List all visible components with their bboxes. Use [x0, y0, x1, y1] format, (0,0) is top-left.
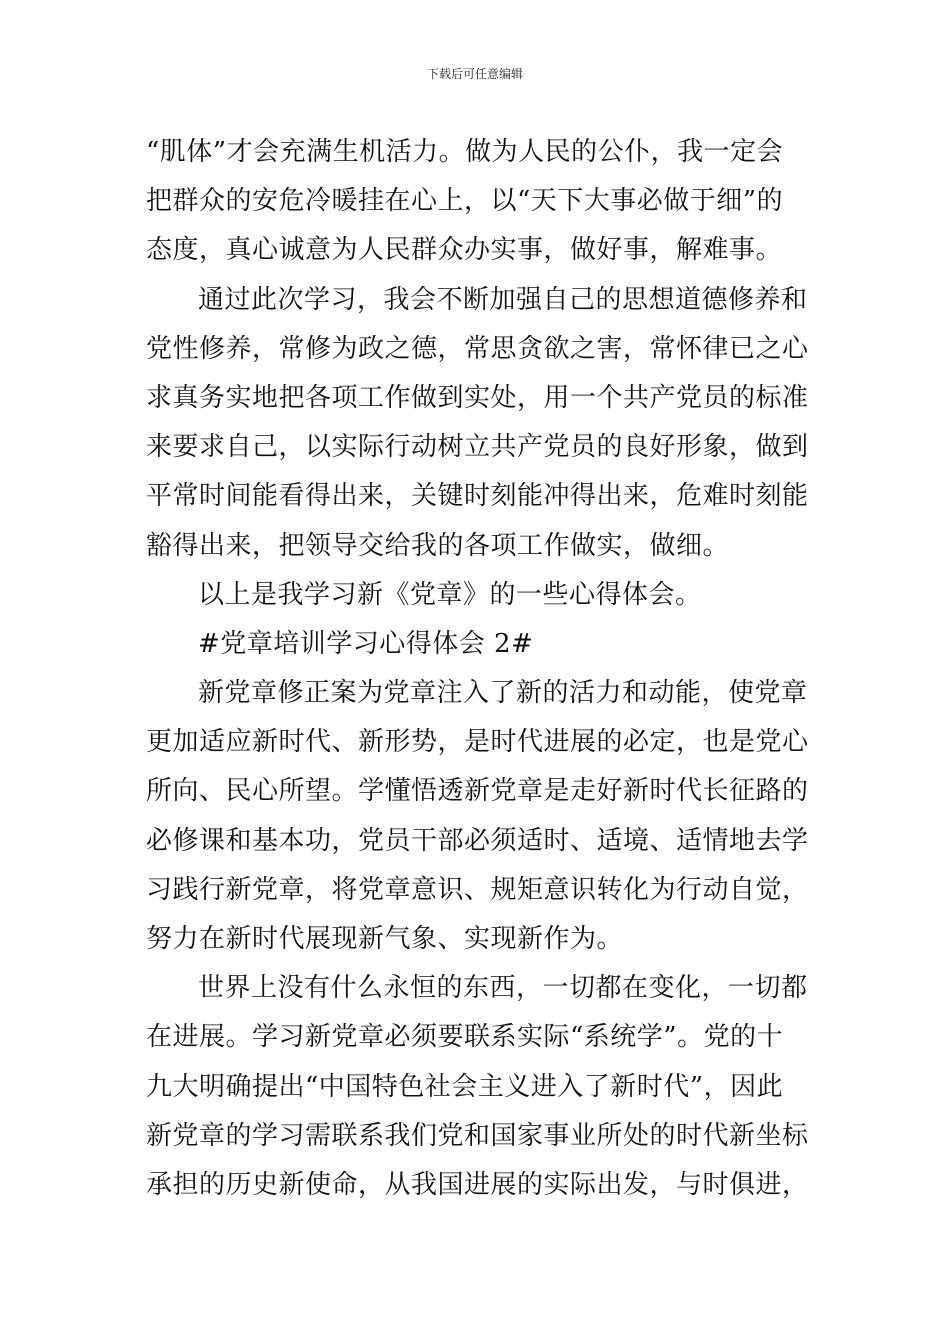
text-line: 求真务实地把各项工作做到实处，用一个共产党员的标准 [146, 382, 809, 413]
text-line: 党性修养，常修为政之德，常思贪欲之害，常怀律已之心 [146, 333, 809, 364]
text-line: 新党章的学习需联系我们党和国家事业所处的时代新坐标 [146, 1120, 809, 1151]
paragraph-start-line: 新党章修正案为党章注入了新的活力和动能，使党章 [198, 678, 808, 709]
document-body [146, 128, 809, 1210]
text-line: 把群众的安危冷暖挂在心上，以“天下大事必做于细”的 [146, 186, 784, 217]
text-line: 九大明确提出“中国特色社会主义进入了新时代”，因此 [146, 1071, 784, 1102]
section-heading: #党章培训学习心得体会 2# [198, 628, 534, 659]
text-line: 更加适应新时代、新形势，是时代进展的必定，也是党心 [146, 727, 809, 758]
text-line: 豁得出来，把领导交给我的各项工作做实，做细。 [146, 530, 730, 561]
page-header: 下载后可任意编辑 [426, 67, 523, 81]
text-line: “肌体”才会充满生机活力。做为人民的公仆，我一定会 [146, 137, 784, 167]
text-line: 在进展。学习新党章必须要联系实际“系统学”。党的十 [146, 1022, 784, 1053]
paragraph-start-line: 世界上没有什么永恒的东西，一切都在变化，一切都 [198, 973, 808, 1004]
text-line: 所向、民心所望。学懂悟透新党章是走好新时代长征路的 [146, 776, 809, 807]
text-line: 承担的历史新使命，从我国进展的实际出发，与时俱进， [146, 1169, 809, 1200]
text-line: 努力在新时代展现新气象、实现新作为。 [146, 924, 624, 954]
text-line: 必修课和基本功，党员干部必须适时、适境、适情地去学 [146, 825, 809, 856]
paragraph-start-line: 以上是我学习新《党章》的一些心得体会。 [198, 579, 702, 610]
text-line: 习践行新党章，将党章意识、规矩意识转化为行动自觉， [146, 874, 809, 905]
text-line: 态度，真心诚意为人民群众办实事，做好事，解难事。 [146, 235, 783, 266]
text-line: 来要求自己，以实际行动树立共产党员的良好形象，做到 [146, 432, 809, 463]
text-line: 平常时间能看得出来，关键时刻能冲得出来，危难时刻能 [146, 481, 809, 512]
paragraph-start-line: 通过此次学习，我会不断加强自己的思想道德修养和 [198, 284, 808, 315]
